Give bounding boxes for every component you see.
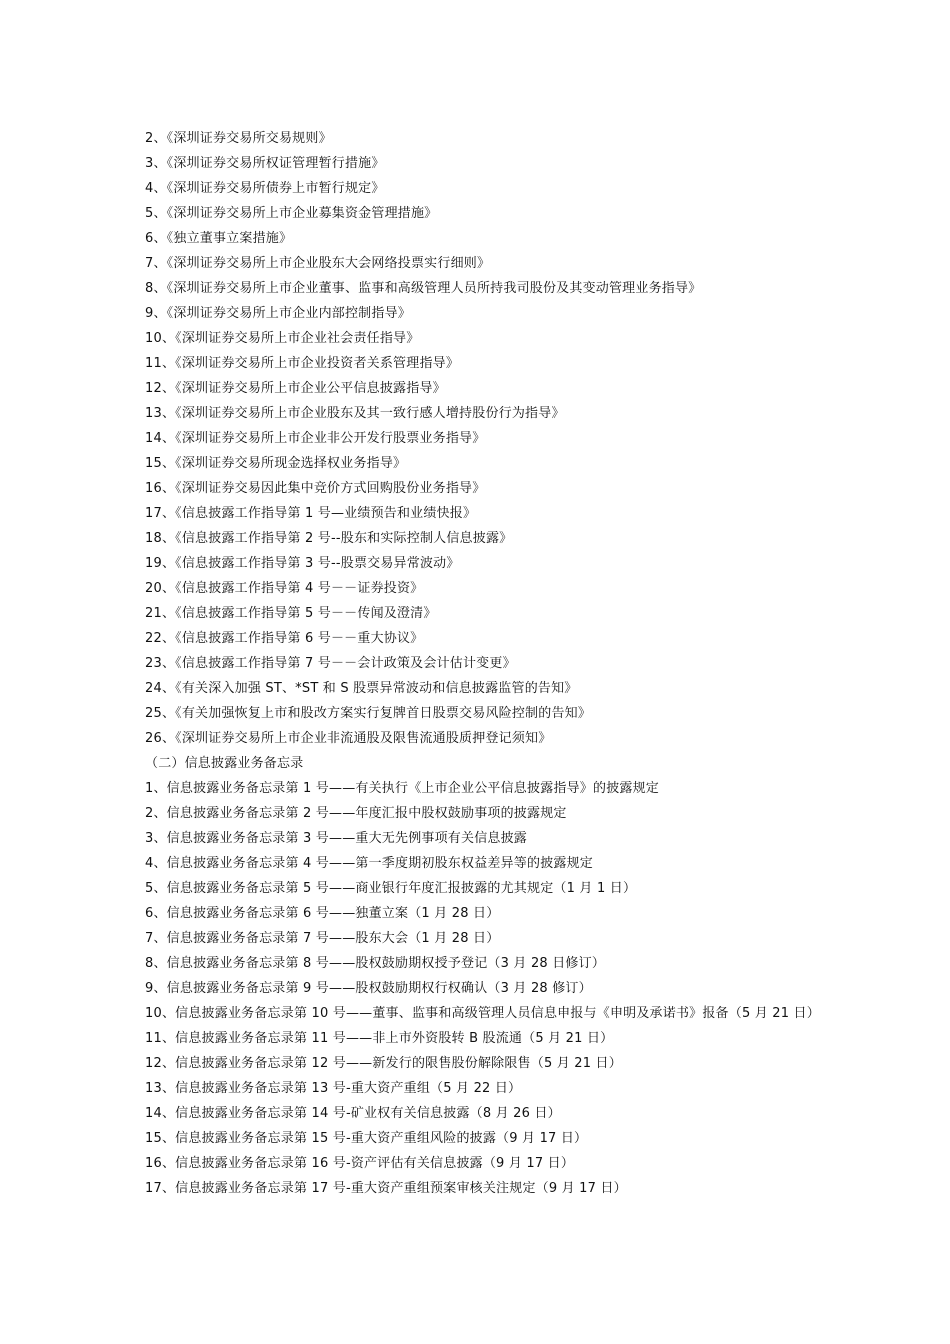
list-item: 14、《深圳证券交易所上市企业非公开发行股票业务指导》 bbox=[145, 431, 486, 446]
list-item: 1、信息披露业务备忘录第 1 号——有关执行《上市企业公平信息披露指导》的披露规定 bbox=[145, 781, 660, 796]
list-item: 18、《信息披露工作指导第 2 号--股东和实际控制人信息披露》 bbox=[145, 531, 513, 546]
list-item: 5、《深圳证券交易所上市企业募集资金管理措施》 bbox=[145, 206, 438, 221]
list-item: 22、《信息披露工作指导第 6 号－－重大协议》 bbox=[145, 631, 424, 646]
list-item: 9、《深圳证券交易所上市企业内部控制指导》 bbox=[145, 306, 411, 321]
list-item: 15、《深圳证券交易所现金选择权业务指导》 bbox=[145, 456, 407, 471]
list-item: 2、信息披露业务备忘录第 2 号——年度汇报中股权鼓励事项的披露规定 bbox=[145, 806, 567, 821]
list-item: 25、《有关加强恢复上市和股改方案实行复牌首日股票交易风险控制的告知》 bbox=[145, 706, 592, 721]
regulation-list bbox=[145, 126, 815, 751]
list-item: 3、信息披露业务备忘录第 3 号——重大无先例事项有关信息披露 bbox=[145, 831, 528, 846]
list-item: 4、信息披露业务备忘录第 4 号——第一季度期初股东权益差异等的披露规定 bbox=[145, 856, 594, 871]
memo-list bbox=[145, 776, 820, 1201]
list-item: 7、《深圳证券交易所上市企业股东大会网络投票实行细则》 bbox=[145, 256, 491, 271]
list-item: 9、信息披露业务备忘录第 9 号——股权鼓励期权行权确认（3 月 28 修订） bbox=[145, 981, 592, 996]
list-item: 12、《深圳证券交易所上市企业公平信息披露指导》 bbox=[145, 381, 446, 396]
list-item: 3、《深圳证券交易所权证管理暂行措施》 bbox=[145, 156, 385, 171]
list-item: 5、信息披露业务备忘录第 5 号——商业银行年度汇报披露的尤其规定（1 月 1 日） bbox=[145, 881, 637, 896]
list-item: 16、信息披露业务备忘录第 16 号-资产评估有关信息披露（9 月 17 日） bbox=[145, 1156, 575, 1171]
list-item: 26、《深圳证券交易所上市企业非流通股及限售流通股质押登记须知》 bbox=[145, 731, 552, 746]
list-item: 24、《有关深入加强 ST、*ST 和 S 股票异常波动和信息披露监管的告知》 bbox=[145, 681, 578, 696]
list-item: 16、《深圳证券交易因此集中竞价方式回购股份业务指导》 bbox=[145, 481, 486, 496]
list-item: 20、《信息披露工作指导第 4 号－－证券投资》 bbox=[145, 581, 424, 596]
list-item: 11、信息披露业务备忘录第 11 号——非上市外资股转 B 股流通（5 月 21 日） bbox=[145, 1031, 614, 1046]
list-item: 8、信息披露业务备忘录第 8 号——股权鼓励期权授予登记（3 月 28 日修订） bbox=[145, 956, 606, 971]
section-heading: （二）信息披露业务备忘录 bbox=[145, 756, 304, 771]
list-item: 17、《信息披露工作指导第 1 号—业绩预告和业绩快报》 bbox=[145, 506, 477, 521]
list-item: 11、《深圳证券交易所上市企业投资者关系管理指导》 bbox=[145, 356, 460, 371]
list-item: 7、信息披露业务备忘录第 7 号——股东大会（1 月 28 日） bbox=[145, 931, 500, 946]
list-item: 15、信息披露业务备忘录第 15 号-重大资产重组风险的披露（9 月 17 日） bbox=[145, 1131, 588, 1146]
list-item: 6、信息披露业务备忘录第 6 号——独董立案（1 月 28 日） bbox=[145, 906, 500, 921]
list-item: 2、《深圳证券交易所交易规则》 bbox=[145, 131, 332, 146]
list-item: 19、《信息披露工作指导第 3 号--股票交易异常波动》 bbox=[145, 556, 460, 571]
list-item: 14、信息披露业务备忘录第 14 号-矿业权有关信息披露（8 月 26 日） bbox=[145, 1106, 561, 1121]
document-body bbox=[145, 126, 820, 1201]
list-item: 17、信息披露业务备忘录第 17 号-重大资产重组预案审核关注规定（9 月 17 日） bbox=[145, 1181, 627, 1196]
list-item: 23、《信息披露工作指导第 7 号－－会计政策及会计估计变更》 bbox=[145, 656, 516, 671]
list-item: 13、《深圳证券交易所上市企业股东及其一致行感人增持股份行为指导》 bbox=[145, 406, 565, 421]
list-item: 21、《信息披露工作指导第 5 号－－传闻及澄清》 bbox=[145, 606, 437, 621]
list-item: 13、信息披露业务备忘录第 13 号-重大资产重组（5 月 22 日） bbox=[145, 1081, 522, 1096]
list-item: 10、《深圳证券交易所上市企业社会责任指导》 bbox=[145, 331, 420, 346]
list-item: 6、《独立董事立案措施》 bbox=[145, 231, 293, 246]
list-item: 12、信息披露业务备忘录第 12 号——新发行的限售股份解除限售（5 月 21 日） bbox=[145, 1056, 622, 1071]
list-item: 8、《深圳证券交易所上市企业董事、监事和高级管理人员所持我司股份及其变动管理业务指导》 bbox=[145, 281, 702, 296]
list-item: 10、信息披露业务备忘录第 10 号——董事、监事和高级管理人员信息申报与《申明及承诺书》报备（5 月 21 日） bbox=[145, 1006, 820, 1021]
list-item: 4、《深圳证券交易所债券上市暂行规定》 bbox=[145, 181, 385, 196]
